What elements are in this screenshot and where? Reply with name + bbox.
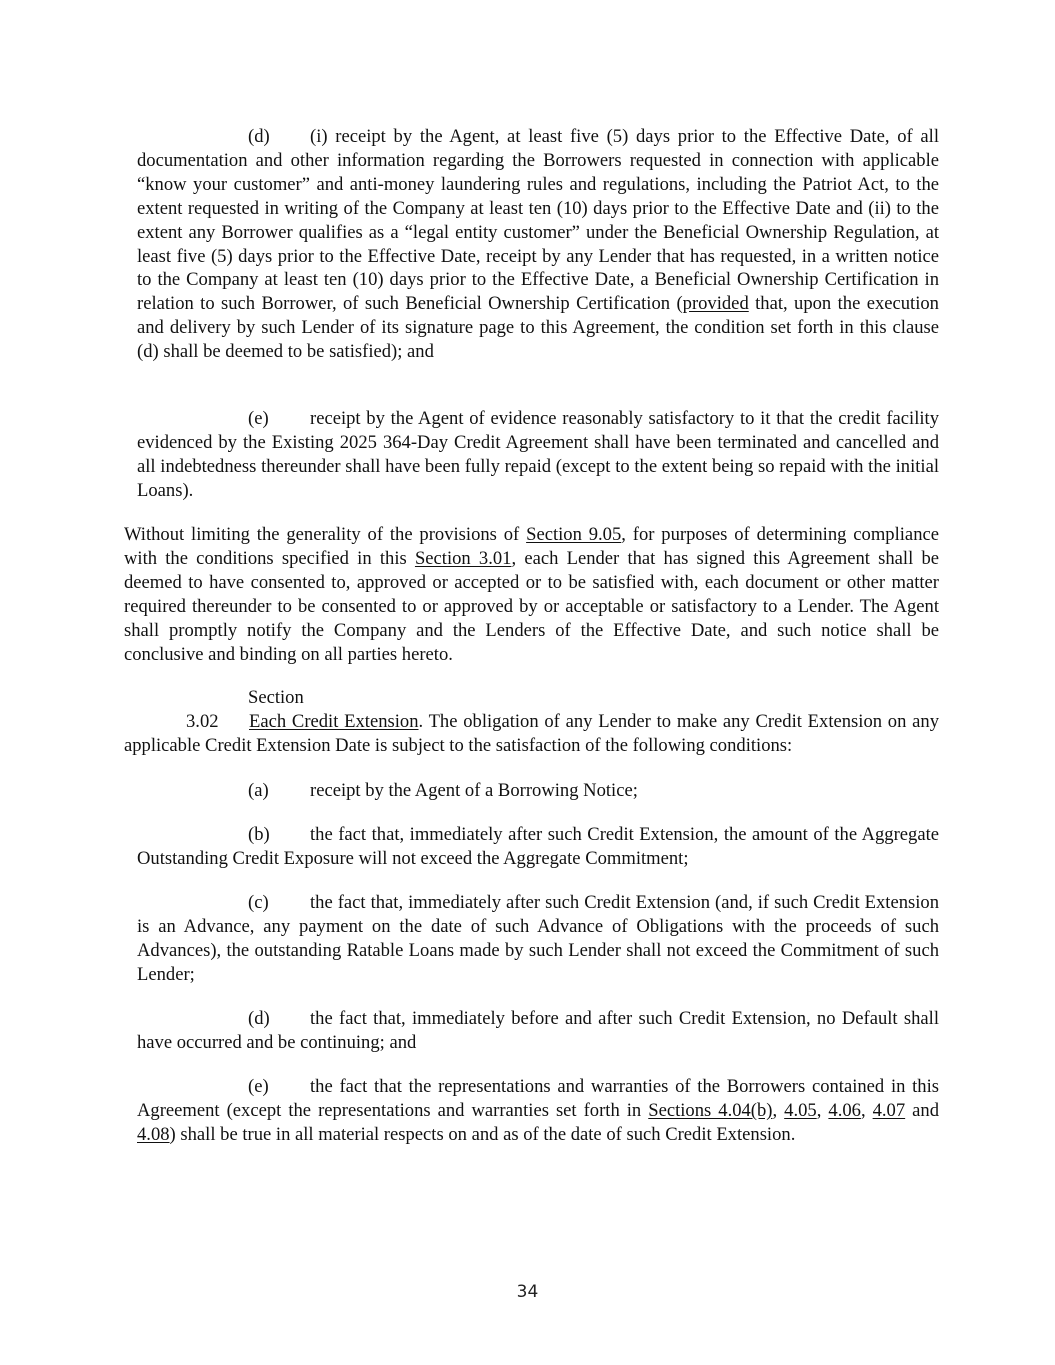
clause-text: the fact that the representations and warranties of the Borrowers contained in this Agreement (except the representations and warranties set forth in (137, 1076, 939, 1121)
provided-term: provided (682, 293, 749, 315)
paragraph-text: , for purposes of determining compliance with the conditions specified in this (124, 524, 939, 569)
separator: , (860, 1099, 873, 1121)
clause-3-02-b (137, 823, 939, 871)
paragraph-text: , each Lender that has signed this Agreement shall be deemed to have consented to, approved or accepted or to be satisfied with, each document or other matter required thereunder to be consented to or approved by or acceptable or satisfactory to a Lender. The Agent shall promptly notify the Company and the Lenders of the Effective Date, and such notice shall be conclusive and binding on all parties hereto. (124, 547, 940, 665)
clause-label: (d) (248, 126, 270, 147)
separator: , (772, 1099, 785, 1121)
clause-3-02-c (137, 891, 939, 987)
clause-text-continued: that, upon the execution and delivery by such Lender of its signature page to this Agreement, the condition set forth in this clause (d) shall be deemed to be satisfied); and (137, 293, 939, 363)
clause-label: (e) (248, 1076, 269, 1097)
separator: and (905, 1099, 940, 1121)
section-4-08-link[interactable]: 4.08 (137, 1123, 170, 1145)
clause-3-01-d (137, 125, 939, 364)
clause-label: (c) (248, 892, 269, 913)
clause-3-02-e (137, 1075, 939, 1147)
clause-text: the fact that, immediately after such Credit Extension (and, if such Credit Extension is an Advance, any payment on the date of such Advance of Obligations with the proceeds of such Advances), the outstanding Ratable Loans made by such Lender shall not exceed the Commitment of such Lender; (137, 892, 939, 985)
section-4-07-link[interactable]: 4.07 (872, 1099, 906, 1121)
clause-3-02-d (137, 1007, 939, 1055)
section-4-05-link[interactable]: 4.05 (784, 1099, 817, 1121)
clause-text-continued: ) shall be true in all material respects on and as of the date of such Credit Extension. (169, 1123, 796, 1145)
clause-text: receipt by the Agent of evidence reasonably satisfactory to it that the credit facility evidenced by the Existing 2025 364-Day Credit Agreement shall have been terminated and cancelled and all indebtedness thereunder shall have been fully repaid (except to the extent being so repaid with the initial Loans). (137, 408, 939, 501)
clause-text: receipt by the Agent of a Borrowing Notice; (310, 780, 638, 801)
section-3-01-link[interactable]: Section 3.01 (414, 547, 512, 569)
paragraph-text: Without limiting the generality of the provisions of (124, 524, 527, 545)
clause-label: (a) (248, 780, 269, 801)
page-number: 34 (516, 1282, 539, 1302)
clause-label: (d) (248, 1008, 270, 1029)
section-title: Each Credit Extension (249, 710, 419, 732)
clause-text: the fact that, immediately after such Credit Extension, the amount of the Aggregate Outstanding Credit Exposure will not exceed the Aggregate Commitment; (137, 824, 939, 869)
clause-3-02-a (137, 779, 939, 803)
clause-text: (i) receipt by the Agent, at least five (5) days prior to the Effective Date, of all documentation and other information regarding the Borrowers requested in connection with applicable “know your customer” and anti-money laundering rules and regulations, including the Patriot Act, to the extent requested in writing of the Company at least ten (10) days prior to the Effective Date and (ii) to the extent any Borrower qualifies as a “legal entity customer” under the Beneficial Ownership Regulation, at least five (5) days prior to the Effective Date, receipt by any Lender that has requested, in a written notice to the Company at least ten (10) days prior to the Effective Date, a Beneficial Ownership Certification in relation to such Borrower, of such Beneficial Ownership Certification ( (137, 126, 939, 315)
clause-label: (b) (248, 824, 270, 845)
section-9-05-link[interactable]: Section 9.05 (526, 524, 622, 545)
clause-label: (e) (248, 408, 269, 429)
section-text: . The obligation of any Lender to make any Credit Extension on any applicable Credit Extension Date is subject to the satisfaction of the following conditions: (124, 710, 939, 756)
clause-text: the fact that, immediately before and after such Credit Extension, no Default shall have occurred and be continuing; and (137, 1008, 939, 1053)
section-4-04b-link[interactable]: Sections 4.04(b) (648, 1099, 773, 1121)
section-number: Section 3.02 (186, 687, 304, 732)
clause-3-01-e (137, 407, 939, 503)
closing-paragraph (124, 523, 939, 666)
section-3-02-heading-paragraph (124, 686, 939, 758)
separator: , (816, 1099, 829, 1121)
section-4-06-link[interactable]: 4.06 (828, 1099, 861, 1121)
